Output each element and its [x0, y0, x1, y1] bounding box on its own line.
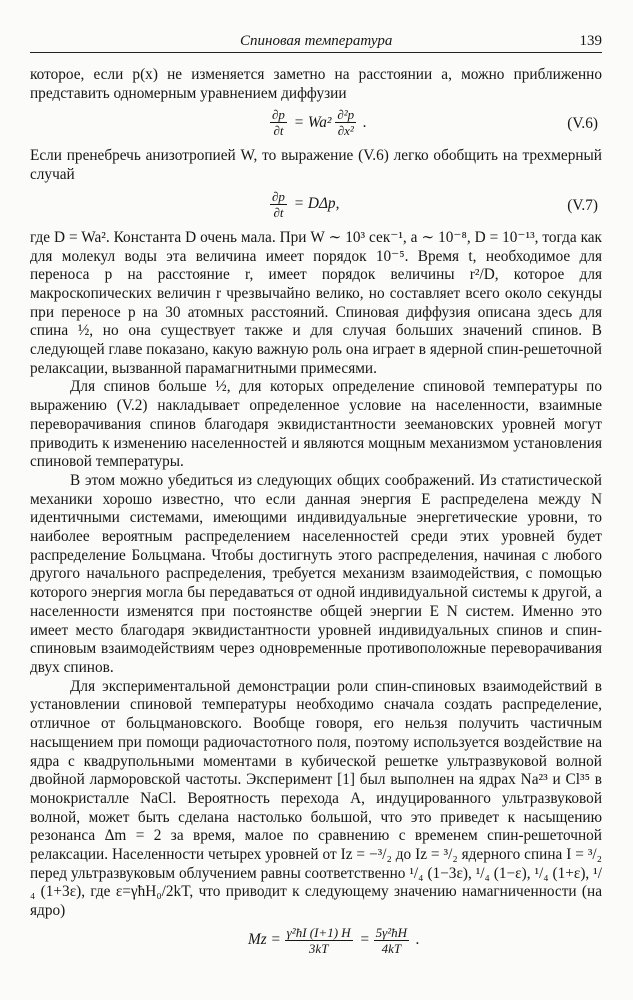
equation-number: (V.7) — [567, 196, 598, 214]
equation-text: = DΔp, — [293, 195, 340, 213]
equation-v7-formula — [270, 189, 339, 220]
denominator: ∂t — [273, 123, 284, 139]
equation-text: Mz = — [248, 931, 281, 949]
denominator: ∂x² — [337, 123, 354, 139]
equation-text: = Wa² — [293, 113, 332, 131]
paragraph: которое, если p(x) не изменяется заметно на расстоянии a, можно приближенно представить одномерным уравнением диффузии — [30, 66, 602, 102]
fraction — [335, 107, 356, 138]
denominator: ∂t — [273, 204, 284, 220]
running-title: Спиновая температура — [240, 33, 393, 49]
numerator: ∂²p — [337, 107, 355, 123]
page-number: 139 — [579, 33, 602, 49]
paragraph: Для экспериментальной демонстрации роли спин-спиновых взаимодействий в установлении спиновой температуры необходимо сначала создать распределение, отличное от больцмановского. Вообще говоря, его нельзя получить частичным насыщением при помощи радиочастотного поля, поэтому используется воздействие на ядра с квадрупольными моментами в кубической решетке ультразвуковой волной двойной ларморовской частоты. Эксперимент [1] был выполнен на ядрах Na²³ и Cl³⁵ в монокристалле NaCl. Вероятность перехода A, индуцированного ультразвуковой волной, может быть сделана настолько большой, что это приведет к насыщению резонанса Δm = 2 за время, малое по сравнению с временем спин-решеточной релаксации. Населенности четырех уровней от Iz = −³/₂ до Iz = ³/₂ ядерного спина I = ³/₂ перед ультразвуковым облучением равны соответственно ¹/₄ (1−3ε), ¹/₄ (1−ε), ¹/₄ (1+ε), ¹/₄ (1+3ε), где ε=γħH₀/2kT, что приводит к следующему значению намагниченности (на ядро) — [30, 677, 602, 920]
fraction — [270, 189, 287, 220]
paragraph: Если пренебречь анизотропией W, то выражение (V.6) легко обобщить на трехмерный случай — [30, 147, 602, 184]
equation-text: . — [362, 113, 367, 131]
paragraph: где D = Wa². Константа D очень мала. При W ∼ 10³ сек⁻¹, a ∼ 10⁻⁸, D = 10⁻¹³, тогда как для молекул воды эта величина имеет порядок 10⁻⁵. Время t, необходимое для переноса p на расстояние r, имеет порядок величины r²/D, которое для макроскопических величин r чрезвычайно велико, но составляет всего около секунды при переносе p на 30 атомных расстояний. Спиновая диффузия описана здесь для спина ½, но она существует также и для случая больших значений спинов. В следующей главе показано, какую важную роль она играет в ядерной спин-решеточной релаксации, вызванной парамагнитными примесями. — [30, 228, 602, 377]
equation-v6-formula — [270, 107, 367, 138]
fraction — [374, 925, 409, 956]
fraction — [270, 107, 287, 138]
numerator: γ²ħI (I+1) H — [286, 924, 351, 940]
page-body — [30, 66, 602, 965]
denominator: 4kT — [381, 940, 402, 956]
equation-number: (V.6) — [567, 115, 598, 133]
paragraph: В этом можно убедиться из следующих общих соображений. Из статистической механики хорошо известно, что если данная энергия E распределена между N идентичными системами, имеющими индивидуальные энергетические уровни, то наиболее вероятным распределением населенностей среди этих уровней будет распределение Больцмана. Чтобы достигнуть этого распределения, начиная с любого другого начального распределения, требуется механизм взаимодействия, с помощью которого энергия могла бы передаваться от одной индивидуальной системы к другой, а населенности изменятся при постоянстве общей энергии E N систем. Именно это имеет место благодаря эквидистантности уровней индивидуальных спинов и спин-спиновым взаимодействиям через одновременные противоположные переворачивания двух спинов. — [30, 471, 602, 676]
numerator: ∂p — [272, 107, 285, 123]
numerator: 5γ²ħH — [375, 924, 408, 940]
fraction — [285, 925, 353, 956]
denominator: 3kT — [308, 940, 329, 956]
equation-text: . — [415, 931, 420, 949]
page-header — [30, 30, 602, 53]
paragraph: Для спинов больше ½, для которых определение спиновой температуры по выражению (V.2) накладывает определенное условие на населенности, взаимные переворачивания спинов благодаря эквидистантности зеемановских уровней могут приводить к изменению населенностей и являются мощным механизмом установления спиновой температуры. — [30, 378, 602, 471]
book-page — [30, 0, 602, 1000]
equation-v6 — [30, 103, 602, 147]
equation-magnetization-formula — [245, 925, 420, 956]
equation-text: = — [359, 931, 370, 949]
equation-magnetization — [30, 925, 602, 965]
equation-v7 — [30, 185, 602, 229]
numerator: ∂p — [272, 188, 285, 204]
